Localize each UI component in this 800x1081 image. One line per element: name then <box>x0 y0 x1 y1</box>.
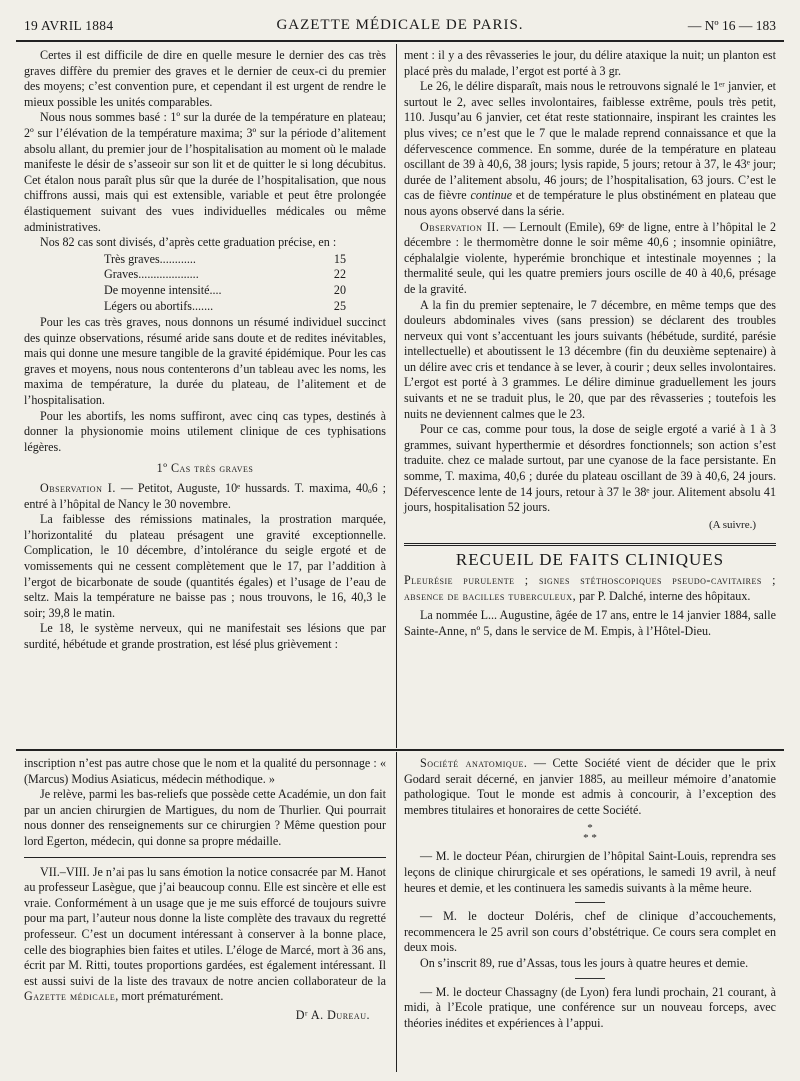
paragraph: Société anatomique. — Cette Société vient de décider que le prix Godard serait décerné, en janvier 1885, au meilleur mémoire d’anatomie pathologique. Tout le monde est admis à concourir, à l’exception des membres titulaires et honoraires de cette Société. <box>404 756 776 817</box>
page-header <box>16 16 784 38</box>
paragraph: A la fin du premier septenaire, le 7 décembre, en même temps que des douleurs abdominales vives (sans pression) se déclarent des troubles nerveux qui vont s’accentuant les jours suivants (hébétude, surdité, parésie intellectuelle) et aboutissent le 13 décembre (fin du deuxième septenaire) à un délire avec cris et tendance à se lever, à courir ; deux selles involontaires. L’ergot est porté à 3 grammes. Le délire diminue graduellement les jours suivants et ne se traduit plus, le 20, que par des rêvasseries ; toutefois les nuits ne deviennent calmes que le 23. <box>404 297 776 421</box>
paragraph: La faiblesse des rémissions matinales, la prostration marquée, l’horizontalité du plateau présagent une gravité exceptionnelle. Complication, le 10 décembre, d’intolérance du seigle ergoté et de vomissements qui ne cessent complètement que le 17, par l’addition à l’ergot de bicarbonate de soude (quantités égales) et l’usage de l’eau de seltz. Mais la température ne baisse pas ; nous trouvons, le 16, 40,3 le soir; 39,8 le matin. <box>24 512 386 620</box>
issue-date: 19 AVRIL 1884 <box>24 18 114 33</box>
column-divider-bottom <box>396 752 397 1072</box>
paragraph: On s’inscrit 89, rue d’Assas, tous les jours à quatre heures et demie. <box>420 955 749 970</box>
left-column-top <box>24 48 386 653</box>
to-be-continued: (A suivre.) <box>708 518 756 531</box>
paragraph: VII.–VIII. Je n’ai pas lu sans émotion la notice consacrée par M. Hanot au professeur Lasègue, que j’ai beaucoup connu. Elle est sincère et elle est vraie. Conformément à un usage que je me suis efforcé de toujours suivre pour ma part, l’auteur nous donne la liste complète des travaux du regretté professeur. C’est un document intéressant à conserver à la bonne place, celle des biographies bien faites et utiles. L’éloge de Marcé, mort à 36 ans, écrit par M. Ritti, toutes proportions gardées, est également intéressant. Il est aussi suivi de la liste des travaux de notre ancien collaborateur de la Gazette médicale, mort prématurément. <box>24 864 386 1004</box>
paragraph: La nommée L... Augustine, âgée de 17 ans, entre le 14 janvier 1884, salle Sainte-Anne, nº 5, dans le service de M. Empis, à l’Hôtel-Dieu. <box>404 608 776 638</box>
paragraph: — M. le docteur Chassagny (de Lyon) fera lundi prochain, 21 courant, à midi, à l’Ecole pratique, une conférence sur un nouveau forceps, avec théories inédites et expériences à l’appui. <box>404 984 776 1030</box>
observation-paragraph: Observation II. — Lernoult (Emile), 69ᵉ de ligne, entre à l’hôpital le 2 décembre : le thermomètre donne le soir même 40,6 ; insomnie opiniâtre, céphalalgie violente, hyperémie bronchique et intestinale moyennes ; la thermalité seule, qui les quatre premiers jours oscille de 40 à 40,6, présage de la gravité. <box>404 219 776 296</box>
paragraph: Nous nous sommes basé : 1º sur la durée de la température en plateau; 2º sur l’élévation de la température maxima; 3º sur la période d’alitement absolu allant, du premier jour de l’hospitalisation au moment où le malade manifeste le désir de s’asseoir sur son lit et de quitter le si long décubitus. Cet étalon nous paraît plus sûr que la durée de l’hospitalisation, que nous chiffrons aussi, mais qui est extensible, variable et peut être prolongée élastiquement suivant des vues individuelles médicales ou même administratives. <box>24 110 386 234</box>
paragraph: Je relève, parmi les bas-reliefs que possède cette Académie, un don fait par un ancien chirurgien de Martigues, du nom de Thurlier. Qui pourrait nous donner des renseignements sur ce chirurgien ? Même question pour lord Egerton, médecin, qui donne sa propre médaille. <box>24 787 386 848</box>
recueil-title: RECUEIL DE FAITS CLINIQUES <box>455 550 725 570</box>
paragraph: ment : il y a des rêvasseries le jour, du délire ataxique la nuit; un planton est placé près du malade, l’ergot est porté à 3 gr. <box>404 48 776 78</box>
separator-dash <box>575 978 605 979</box>
column-divider-top <box>396 44 397 748</box>
paragraph: Certes il est difficile de dire en quelle mesure le dernier des cas très graves diffère du premier des graves et le dernier de ceux-ci du premier des moyens; c’est convention pure, et cependant il est urgent de rendre le mieux possible les unités comparables. <box>24 48 386 109</box>
table-row: Très graves............ 15 <box>104 251 346 266</box>
paragraph: Le 26, le délire disparaît, mais nous le retrouvons signalé le 1ᵉʳ janvier, et surtout le 2, avec selles involontaires, faiblesse extrême, pouls très petit, 110. Jusqu’au 6 janvier, cet état reste stationnaire, inspirant les craintes les plus vives; ce n’est que le 7 que le malade reprend connaissance et que la défervescence commence. En somme, durée de la température en plateau oscillant de 39 à 40,6, 38 jours; lysis rapide, 5 jours; retour à 37, le 43ᵉ jour; durée de l’alitement absolu, 46 jours; de l’hospitalisation, 63 jours. C’est le cas de fièvre continue et de température le plus obstinément en plateau que nous ayons observé dans la série. <box>404 79 776 218</box>
paragraph: inscription n’est pas autre chose que le nom et la qualité du personnage : « (Marcus) Modius Asiaticus, médecin méthodique. » <box>24 756 386 786</box>
left-column-bottom <box>24 756 386 1024</box>
paragraph: Pour ce cas, comme pour tous, la dose de seigle ergoté a varié à 1 à 3 grammes, suivant hyperthermie et désordres fonctionnels; son action s’est traduite. chez ce malade surtout, par une cyanose de la face persistante. En somme, T. maxima, 40,6 ; durée du plateau oscillant de 39 à 40,6, 24 jours. Défervescence lente de 14 jours, retour à 37 le 38ᵉ jour. Alitement absolu 41 jours, hospitalisation 52 jours. <box>404 422 776 515</box>
paragraph: — M. le docteur Doléris, chef de clinique d’accouchements, recommencera le 25 avril son cours d’obstétrique. Ce cours sera complet en deux mois. <box>404 909 776 955</box>
right-column-bottom <box>404 756 776 1031</box>
asterism: * * * <box>583 822 597 845</box>
section-rule <box>16 749 784 751</box>
society-heading: Société anatomique. <box>420 756 528 770</box>
paragraph: Nos 82 cas sont divisés, d’après cette graduation précise, en : <box>40 235 337 250</box>
observation-heading: Observation I. <box>40 481 116 496</box>
paragraph: Pour les abortifs, les noms suffiront, avec cinq cas types, destinés à donner la physionomie moins utilement clinique de ces typhisations légères. <box>24 408 386 454</box>
right-column-top <box>404 48 776 639</box>
paragraph: — M. le docteur Péan, chirurgien de l’hôpital Saint-Louis, reprendra ses leçons de clinique chirurgicale et ses opérations, le samedi 19 avril, à neuf heures et demie, et les continuera les samedis suivants à la même heure. <box>404 849 776 895</box>
observation-paragraph: Observation I. — Petitot, Auguste, 10ᵉ hussards. T. maxima, 40ₒ6 ; entré à l’hôpital de Nancy le 30 novembre. <box>24 481 386 511</box>
issue-page-number: — Nº 16 — 183 <box>687 18 776 33</box>
author-signature: Dʳ A. Dureau. <box>295 1007 370 1022</box>
observation-heading: Observation II. <box>420 219 500 234</box>
paragraph-rule <box>24 857 386 858</box>
header-rule <box>16 40 784 42</box>
table-row: De moyenne intensité.... 20 <box>104 282 346 297</box>
gravity-table <box>24 252 386 314</box>
paragraph: Le 18, le système nerveux, qui ne manifestait ses lésions que par surdité, hébétude et grande prostration, est lésé plus grièvement : <box>24 621 386 651</box>
table-row: Graves.................... 22 <box>104 267 346 282</box>
recueil-rule <box>404 543 776 546</box>
separator-dash <box>575 902 605 903</box>
table-row: Légers ou abortifs....... 25 <box>104 298 346 313</box>
section-heading: 1º Cas très graves <box>156 461 254 476</box>
paragraph: Pour les cas très graves, nous donnons un résumé individuel succinct des quinze observations, résumé aride sans doute et de redites inévitables, mais qui donne une mesure tangible de la gravité épidémique. Pour les cas graves et moyens, nous nous contenterons d’un tableau avec les noms, les maxima de température, la durée du plateau, de l’alitement et de l’hospitalisation. <box>24 315 386 408</box>
article-heading: Pleurésie purulente ; signes stéthoscopiques pseudo-cavitaires ; absence de bacilles tuberculeux, par P. Dalché, interne des hôpitaux. <box>404 573 776 603</box>
journal-title: GAZETTE MÉDICALE DE PARIS. <box>276 17 524 33</box>
